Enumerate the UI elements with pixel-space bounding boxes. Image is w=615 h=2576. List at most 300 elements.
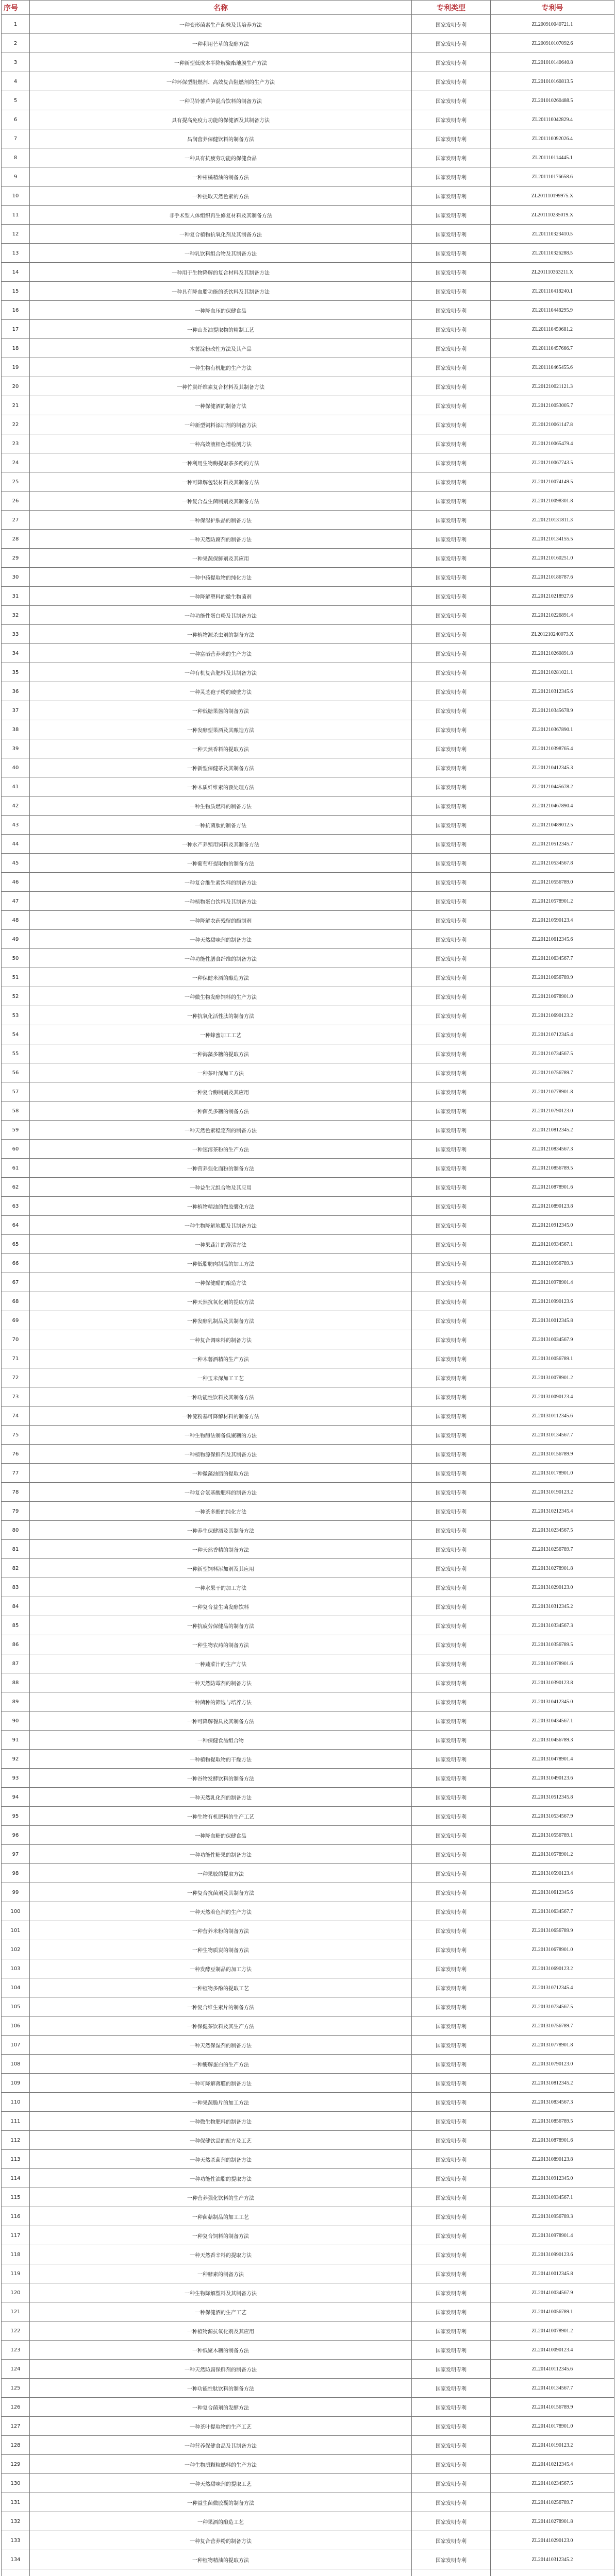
table-row [2,2188,614,2207]
row-number: 102 [2,1940,30,1959]
patent-type: 国家发明专利 [412,301,491,320]
table-row [2,2283,614,2302]
table-row [2,2226,614,2245]
patent-number: ZL201310556789.1 [491,1826,614,1845]
patent-number: ZL201310978901.4 [491,2226,614,2245]
patent-number: ZL201210978901.4 [491,1273,614,1292]
patent-type: 国家发明专利 [412,110,491,129]
row-number: 122 [2,2321,30,2341]
row-number: 88 [2,1673,30,1692]
table-row [2,2207,614,2226]
table-row [2,1368,614,1387]
table-row [2,1635,614,1654]
row-number: 68 [2,1292,30,1311]
patent-number: ZL201310634567.7 [491,1902,614,1921]
patent-number: ZL201210812345.2 [491,1121,614,1140]
row-number [2,2569,30,2576]
row-number: 65 [2,1235,30,1254]
patent-number: ZL201310612345.6 [491,1883,614,1902]
row-number: 131 [2,2493,30,2512]
table-row [2,1063,614,1082]
table-row [2,549,614,568]
table-row [2,2474,614,2493]
patent-number [491,2569,614,2576]
patent-number: ZL201210856789.5 [491,1159,614,1178]
row-number: 116 [2,2207,30,2226]
patent-type: 国家发明专利 [412,911,491,930]
patent-type: 国家发明专利 [412,358,491,377]
patent-type: 国家发明专利 [412,663,491,682]
patent-type: 国家发明专利 [412,1540,491,1559]
patent-type: 国家发明专利 [412,434,491,453]
patent-name: 一种植物蛋白饮料及其制备方法 [30,892,412,911]
table-row [2,2360,614,2379]
table-row [2,1426,614,1445]
patent-number: ZL201410212345.4 [491,2455,614,2474]
patent-number: ZL201310778901.8 [491,2036,614,2055]
patent-type: 国家发明专利 [412,1121,491,1140]
row-number: 127 [2,2417,30,2436]
row-number: 70 [2,1330,30,1349]
table-row [2,2264,614,2283]
patent-name: 一种降解塑料的微生物菌剂 [30,587,412,606]
row-number: 55 [2,1044,30,1063]
row-number: 42 [2,796,30,816]
patent-type: 国家发明专利 [412,720,491,739]
patent-type: 国家发明专利 [412,2074,491,2093]
patent-type: 国家发明专利 [412,1292,491,1311]
patent-type: 国家发明专利 [412,2302,491,2321]
patent-number: ZL201310278901.8 [491,1559,614,1578]
patent-number: ZL201310256789.7 [491,1540,614,1559]
row-number: 114 [2,2169,30,2188]
patent-name: 一种保健醋的酿造方法 [30,1273,412,1292]
patent-type: 国家发明专利 [412,2131,491,2150]
table-row [2,2455,614,2474]
patent-number: ZL201110042829.4 [491,110,614,129]
patent-number: ZL201310212345.4 [491,1502,614,1521]
table-row [2,339,614,358]
patent-name: 一种提取天然色素的方法 [30,187,412,206]
table-row [2,129,614,148]
row-number: 56 [2,1063,30,1082]
table-row [2,1349,614,1368]
patent-number: ZL201410178901.0 [491,2417,614,2436]
row-number: 105 [2,1997,30,2016]
row-number: 16 [2,301,30,320]
patent-name: 一种新型饲料添加剂的制备方法 [30,415,412,434]
table-row [2,1483,614,1502]
patent-type: 国家发明专利 [412,1483,491,1502]
patent-table [1,0,614,2576]
patent-type: 国家发明专利 [412,1063,491,1082]
row-number: 11 [2,206,30,225]
patent-number: ZL201310590123.4 [491,1864,614,1883]
table-row [2,1140,614,1159]
patent-number: ZL201210398765.4 [491,739,614,758]
patent-type: 国家发明专利 [412,2550,491,2569]
row-number: 78 [2,1483,30,1502]
patent-number: ZL201310012345.8 [491,1311,614,1330]
patent-type: 国家发明专利 [412,72,491,91]
patent-name: 一种天然防霉剂的制备方法 [30,1673,412,1692]
row-number: 45 [2,854,30,873]
row-number: 38 [2,720,30,739]
patent-number: ZL201310578901.2 [491,1845,614,1864]
table-row [2,1902,614,1921]
patent-name: 一种发酵乳制品及其制备方法 [30,1311,412,1330]
patent-name: 一种变形菌素生产菌株及其培养方法 [30,15,412,34]
table-row [2,644,614,663]
row-number: 21 [2,396,30,415]
patent-name: 一种复合抗菌剂及其制备方法 [30,1883,412,1902]
patent-number: ZL201210878901.6 [491,1178,614,1197]
patent-type: 国家发明专利 [412,129,491,148]
patent-name: 一种天然杀菌剂的制备方法 [30,2150,412,2169]
table-row [2,1006,614,1025]
patent-number: ZL201210065479.4 [491,434,614,453]
table-row [2,2436,614,2455]
patent-name: 一种复合植物抗氧化剂及其制备方法 [30,225,412,244]
patent-type: 国家发明专利 [412,1159,491,1178]
table-row [2,1101,614,1121]
patent-type: 国家发明专利 [412,206,491,225]
table-row [2,2245,614,2264]
patent-type: 国家发明专利 [412,606,491,625]
patent-number: ZL201310412345.0 [491,1692,614,1711]
patent-type: 国家发明专利 [412,987,491,1006]
patent-name: 一种马铃薯芦笋混合饮料的制备方法 [30,91,412,110]
patent-name: 一种海藻多糖的提取方法 [30,1044,412,1063]
patent-number: ZL201110450681.2 [491,320,614,339]
table-row [2,2074,614,2093]
patent-type: 国家发明专利 [412,1711,491,1731]
patent-name: 一种果酒的酿造工艺 [30,2512,412,2531]
table-row [2,758,614,777]
patent-type: 国家发明专利 [412,854,491,873]
patent-name: 一种低聚木糖的制备方法 [30,2341,412,2360]
patent-type: 国家发明专利 [412,2169,491,2188]
table-row [2,587,614,606]
table-row [2,1197,614,1216]
table-row [2,682,614,701]
row-number: 51 [2,968,30,987]
row-number: 1 [2,15,30,34]
patent-name: 一种养生保健酒及其制备方法 [30,1521,412,1540]
patent-name: 一种具有抗疲劳功能的保健食品 [30,148,412,167]
table-row [2,1216,614,1235]
table-row [2,892,614,911]
patent-name: 一种茶叶深加工方法 [30,1063,412,1082]
patent-name: 一种可降解包装材料及其制备方法 [30,472,412,492]
patent-number: ZL201110448295.9 [491,301,614,320]
table-row [2,2036,614,2055]
table-row [2,1540,614,1559]
patent-number: ZL201210489012.5 [491,816,614,835]
patent-number: ZL201210734567.5 [491,1044,614,1063]
patent-type: 国家发明专利 [412,282,491,301]
patent-name: 一种植物精油的微胶囊化方法 [30,1197,412,1216]
patent-name: 一种蜂蜜加工工艺 [30,1025,412,1044]
patent-number: ZL201210445678.2 [491,777,614,796]
patent-type: 国家发明专利 [412,530,491,549]
patent-number: ZL201310156789.9 [491,1445,614,1464]
patent-type: 国家发明专利 [412,1578,491,1597]
row-number: 89 [2,1692,30,1711]
patent-name: 一种玉米深加工工艺 [30,1368,412,1387]
patent-type: 国家发明专利 [412,1769,491,1788]
patent-type: 国家发明专利 [412,1311,491,1330]
patent-type: 国家发明专利 [412,1197,491,1216]
patent-name: 一种菌菇制品的加工工艺 [30,2207,412,2226]
patent-type: 国家发明专利 [412,1807,491,1826]
patent-name: 一种生物农药的制备方法 [30,1635,412,1654]
patent-number: ZL201210656789.9 [491,968,614,987]
patent-number: ZL201310690123.2 [491,1959,614,1978]
table-row [2,244,614,263]
patent-number: ZL201410078901.2 [491,2321,614,2341]
row-number: 58 [2,1101,30,1121]
table-row [2,2055,614,2074]
patent-number: ZL201310356789.5 [491,1635,614,1654]
row-number: 128 [2,2436,30,2455]
patent-number: ZL201210690123.2 [491,1006,614,1025]
row-number: 10 [2,187,30,206]
patent-type: 国家发明专利 [412,2036,491,2055]
row-number: 9 [2,167,30,187]
table-row [2,1807,614,1826]
patent-number: ZL201210061147.8 [491,415,614,434]
table-row [2,282,614,301]
row-number: 91 [2,1731,30,1750]
patent-type: 国家发明专利 [412,1216,491,1235]
patent-name: 一种植物精油的提取方法 [30,2550,412,2569]
patent-name: 一种复合调味料的制备方法 [30,1330,412,1349]
row-number: 63 [2,1197,30,1216]
row-number: 98 [2,1864,30,1883]
row-number: 18 [2,339,30,358]
patent-number: ZL201210186787.6 [491,568,614,587]
patent-type: 国家发明专利 [412,1692,491,1711]
patent-number: ZL201410056789.1 [491,2302,614,2321]
patent-name: 一种天然保湿剂的制备方法 [30,2036,412,2055]
row-number: 30 [2,568,30,587]
patent-name: 一种蔬菜汁的生产方法 [30,1654,412,1673]
patent-type: 国家发明专利 [412,1940,491,1959]
patent-number: ZL201110457666.7 [491,339,614,358]
table-row [2,2569,614,2576]
row-number: 121 [2,2302,30,2321]
table-row [2,53,614,72]
row-number: 94 [2,1788,30,1807]
table-row [2,949,614,968]
patent-type: 国家发明专利 [412,339,491,358]
row-number: 106 [2,2016,30,2036]
patent-number: ZL201210467890.4 [491,796,614,816]
patent-name: 一种天然抗氧化剂的提取方法 [30,1292,412,1311]
patent-number: ZL201410256789.7 [491,2493,614,2512]
row-number: 3 [2,53,30,72]
table-row [2,1273,614,1292]
patent-type: 国家发明专利 [412,1959,491,1978]
patent-type: 国家发明专利 [412,511,491,530]
patent-number: ZL201110418240.1 [491,282,614,301]
patent-name: 一种生物有机肥料的生产工艺 [30,1807,412,1826]
patent-name: 一种天然香辛料的提取方法 [30,2245,412,2264]
patent-number: ZL201410278901.8 [491,2512,614,2531]
table-row [2,2550,614,2569]
row-number: 73 [2,1387,30,1406]
row-number: 54 [2,1025,30,1044]
table-row [2,1235,614,1254]
patent-type: 国家发明专利 [412,2321,491,2341]
patent-name: 一种乳饮料组合物及其制备方法 [30,244,412,263]
row-number: 87 [2,1654,30,1673]
patent-name: 一种发酵豆制品的加工方法 [30,1959,412,1978]
patent-name: 一种复合饲料的制备方法 [30,2226,412,2245]
patent-name: 一种保湿护肤品的制备方法 [30,511,412,530]
patent-type: 国家发明专利 [412,2455,491,2474]
patent-name: 一种天然色素稳定剂的制备方法 [30,1121,412,1140]
row-number: 52 [2,987,30,1006]
patent-name: 一种生物有机肥的生产方法 [30,358,412,377]
patent-name: 一种低脂肪肉制品的加工方法 [30,1254,412,1273]
row-number: 44 [2,835,30,854]
patent-type: 国家发明专利 [412,1673,491,1692]
patent-number: ZL201310912345.0 [491,2169,614,2188]
patent-name: 一种谷物发酵饮料的制备方法 [30,1769,412,1788]
row-number: 101 [2,1921,30,1940]
patent-type: 国家发明专利 [412,1750,491,1769]
patent-number: ZL201310856789.5 [491,2112,614,2131]
patent-type: 国家发明专利 [412,949,491,968]
patent-name: 一种中药提取物的纯化方法 [30,568,412,587]
table-row [2,1254,614,1273]
patent-name: 一种木质纤维素的预处理方法 [30,777,412,796]
patent-type: 国家发明专利 [412,244,491,263]
patent-number: ZL201310534567.9 [491,1807,614,1826]
table-row [2,2341,614,2360]
table-row [2,1559,614,1578]
patent-name: 一种保健茶饮料及其生产方法 [30,2016,412,2036]
table-row [2,911,614,930]
patent-name: 一种速溶茶粉的生产方法 [30,1140,412,1159]
patent-name: 一种保健酒的生产工艺 [30,2302,412,2321]
patent-number: ZL201310056789.1 [491,1349,614,1368]
table-row [2,1292,614,1311]
row-number: 15 [2,282,30,301]
patent-name: 一种植物源保鲜剂及其制备方法 [30,1445,412,1464]
patent-number: ZL201210512345.7 [491,835,614,854]
patent-number: ZL201210345678.9 [491,701,614,720]
row-number: 23 [2,434,30,453]
row-number: 36 [2,682,30,701]
row-number: 41 [2,777,30,796]
patent-name: 一种复合维生素片的制备方法 [30,1997,412,2016]
patent-type: 国家发明专利 [412,1235,491,1254]
row-number: 39 [2,739,30,758]
patent-number: ZL201410012345.8 [491,2264,614,2283]
patent-number: ZL201310812345.2 [491,2074,614,2093]
patent-name: 一种有机复合肥料及其制备方法 [30,663,412,682]
row-number: 82 [2,1559,30,1578]
patent-type: 国家发明专利 [412,549,491,568]
patent-name: 一种果蔬汁的澄清方法 [30,1235,412,1254]
patent-type: 国家发明专利 [412,1101,491,1121]
patent-type: 国家发明专利 [412,1330,491,1349]
patent-type: 国家发明专利 [412,1273,491,1292]
patent-number: ZL201310734567.5 [491,1997,614,2016]
patent-type: 国家发明专利 [412,796,491,816]
table-row [2,148,614,167]
patent-type: 国家发明专利 [412,1616,491,1635]
table-row [2,625,614,644]
patent-number: ZL201210134155.5 [491,530,614,549]
patent-type: 国家发明专利 [412,187,491,206]
table-row [2,663,614,682]
row-number: 24 [2,453,30,472]
patent-type: 国家发明专利 [412,2112,491,2131]
patent-name: 具有提高免疫力功能的保健酒及其制备方法 [30,110,412,129]
patent-number: ZL201310434567.1 [491,1711,614,1731]
row-number: 108 [2,2055,30,2074]
patent-number: ZL201210790123.0 [491,1101,614,1121]
patent-type: 国家发明专利 [412,167,491,187]
patent-number: ZL201210556789.0 [491,873,614,892]
patent-number: ZL201310956789.3 [491,2207,614,2226]
patent-number: ZL201210590123.4 [491,911,614,930]
row-number: 83 [2,1578,30,1597]
patent-name: 一种菌类多糖的制备方法 [30,1101,412,1121]
patent-number: ZL201410190123.2 [491,2436,614,2455]
patent-number: ZL201310712345.4 [491,1978,614,1997]
row-number: 97 [2,1845,30,1864]
patent-number: ZL201410090123.4 [491,2341,614,2360]
patent-name: 一种天然香料的提取方法 [30,739,412,758]
patent-number: ZL201310112345.6 [491,1406,614,1426]
table-row [2,110,614,129]
patent-name: 一种植物源杀虫剂的制备方法 [30,625,412,644]
patent-number: ZL201310878901.6 [491,2131,614,2150]
row-number: 92 [2,1750,30,1769]
patent-name: 一种复合营养粉的制备方法 [30,2531,412,2550]
patent-number: ZL201110323410.5 [491,225,614,244]
patent-number: ZL201210218927.6 [491,587,614,606]
table-row [2,1464,614,1483]
row-number: 32 [2,606,30,625]
patent-type: 国家发明专利 [412,2283,491,2302]
table-row [2,568,614,587]
patent-name: 一种利用芒草的发酵方法 [30,34,412,53]
table-row [2,1997,614,2016]
patent-number: ZL201210412345.3 [491,758,614,777]
table-row [2,2169,614,2188]
patent-number: ZL201210367890.1 [491,720,614,739]
row-number: 86 [2,1635,30,1654]
patent-number: ZL201210834567.3 [491,1140,614,1159]
patent-type: 国家发明专利 [412,2417,491,2436]
table-row [2,1121,614,1140]
row-number: 47 [2,892,30,911]
patent-number: ZL201110363211.X [491,263,614,282]
patent-number: ZL201210067743.5 [491,453,614,472]
patent-number: ZL201410156789.9 [491,2398,614,2417]
patent-name: 一种生物质颗粒燃料的生产方法 [30,2455,412,2474]
table-row [2,701,614,720]
patent-type: 国家发明专利 [412,816,491,835]
patent-type: 国家发明专利 [412,2436,491,2455]
patent-name: 一种益生菌微胶囊的制备方法 [30,2493,412,2512]
